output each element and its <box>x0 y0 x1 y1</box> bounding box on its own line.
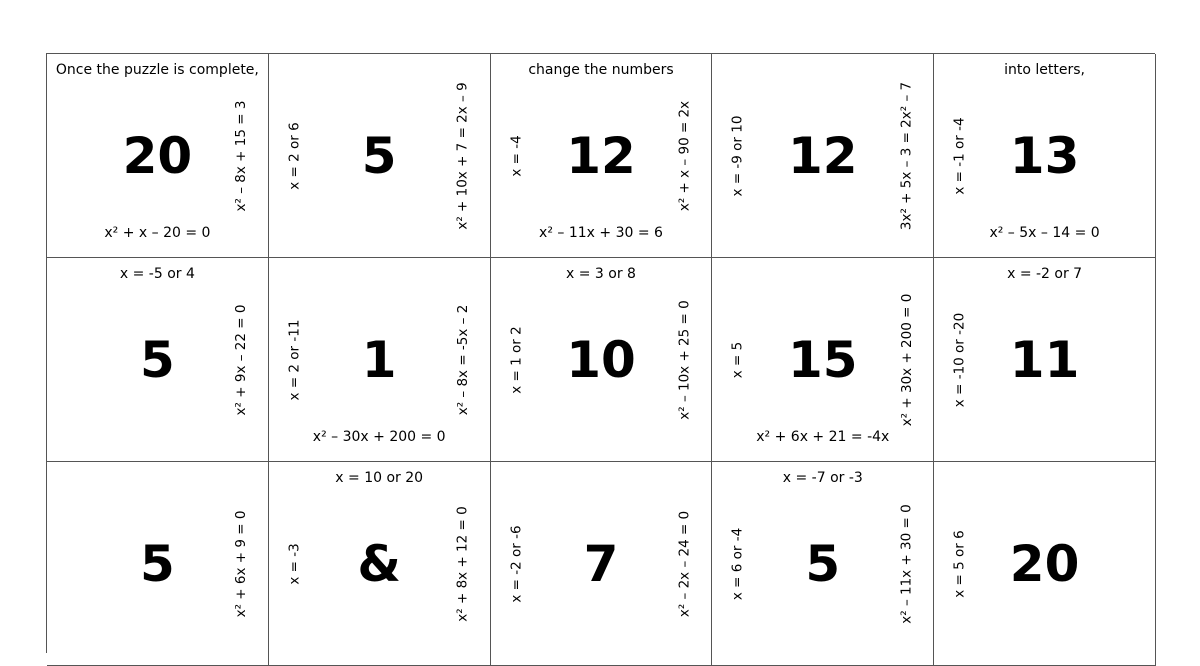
card-top-text: x = -7 or -3 <box>782 470 863 486</box>
puzzle-card-2 <box>269 54 491 258</box>
card-number: 5 <box>139 534 175 593</box>
puzzle-card-13 <box>491 462 713 666</box>
card-right-text: x² + 9x – 22 = 0 <box>233 304 250 415</box>
card-number: 20 <box>122 126 193 185</box>
card-number: 12 <box>787 126 858 185</box>
card-number: 13 <box>1009 126 1080 185</box>
card-left-text: x = -3 <box>286 542 303 585</box>
puzzle-card-11 <box>47 462 269 666</box>
card-number: 5 <box>805 534 841 593</box>
card-number: 7 <box>583 534 619 593</box>
puzzle-card-5 <box>934 54 1156 258</box>
card-left-text: x = 5 or 6 <box>951 529 968 598</box>
card-top-text: into letters, <box>1004 62 1086 78</box>
card-bottom-text: x² + x – 20 = 0 <box>104 225 211 241</box>
card-left-text: x = -10 or -20 <box>951 312 968 407</box>
card-bottom-text: x² – 11x + 30 = 6 <box>539 225 663 241</box>
puzzle-card-10 <box>934 258 1156 462</box>
card-top-text: change the numbers <box>528 62 674 78</box>
card-top-text: x = 3 or 8 <box>566 266 636 282</box>
card-number: & <box>357 534 401 593</box>
puzzle-card-6 <box>47 258 269 462</box>
puzzle-card-8 <box>491 258 713 462</box>
card-left-text: x = -2 or -6 <box>507 524 524 603</box>
card-left-text: x = 6 or -4 <box>729 527 746 600</box>
card-right-text: x² + 10x + 7 = 2x – 9 <box>454 81 471 230</box>
card-right-text: x² + 6x + 9 = 0 <box>233 510 250 617</box>
card-number: 20 <box>1009 534 1080 593</box>
card-left-text: x = 2 or -11 <box>286 319 303 400</box>
card-number: 15 <box>787 330 858 389</box>
card-bottom-text: x² – 5x – 14 = 0 <box>989 225 1100 241</box>
card-number: 12 <box>566 126 636 185</box>
card-number: 5 <box>361 126 397 185</box>
card-bottom-text: x² + 6x + 21 = -4x <box>756 429 890 445</box>
card-right-text: x² + x – 90 = 2x <box>676 100 693 211</box>
card-right-text: 3x² + 5x – 3 = 2x² – 7 <box>898 81 915 230</box>
puzzle-card-3 <box>491 54 713 258</box>
puzzle-card-1 <box>47 54 269 258</box>
puzzle-card-15 <box>934 462 1156 666</box>
card-left-text: x = -1 or -4 <box>951 116 968 195</box>
card-left-text: x = 2 or 6 <box>286 121 303 190</box>
card-number: 10 <box>566 330 636 389</box>
card-left-text: x = -4 <box>507 134 524 177</box>
card-top-text: x = -2 or 7 <box>1007 266 1083 282</box>
card-right-text: x² – 8x = -5x – 2 <box>454 304 471 415</box>
card-number: 5 <box>139 330 175 389</box>
card-bottom-text: x² – 30x + 200 = 0 <box>312 429 446 445</box>
card-left-text: x = 1 or 2 <box>507 325 524 394</box>
card-top-text: x = 10 or 20 <box>335 470 424 486</box>
card-top-text: x = -5 or 4 <box>119 266 195 282</box>
puzzle-card-4 <box>712 54 934 258</box>
card-right-text: x² + 30x + 200 = 0 <box>898 293 915 426</box>
card-number: 11 <box>1009 330 1080 389</box>
card-left-text: x = 5 <box>729 341 746 378</box>
puzzle-card-12 <box>269 462 491 666</box>
puzzle-card-7 <box>269 258 491 462</box>
card-right-text: x² + 8x + 12 = 0 <box>454 505 471 622</box>
card-left-text: x = -9 or 10 <box>729 115 746 196</box>
card-right-text: x² – 10x + 25 = 0 <box>676 299 693 420</box>
card-right-text: x² – 8x + 15 = 3 <box>233 100 250 211</box>
card-right-text: x² – 2x – 24 = 0 <box>676 510 693 617</box>
puzzle-card-9 <box>712 258 934 462</box>
puzzle-card-14 <box>712 462 934 666</box>
puzzle-grid <box>46 53 1155 653</box>
card-right-text: x² – 11x + 30 = 0 <box>898 503 915 624</box>
card-top-text: Once the puzzle is complete, <box>55 62 259 78</box>
card-number: 1 <box>361 330 397 389</box>
